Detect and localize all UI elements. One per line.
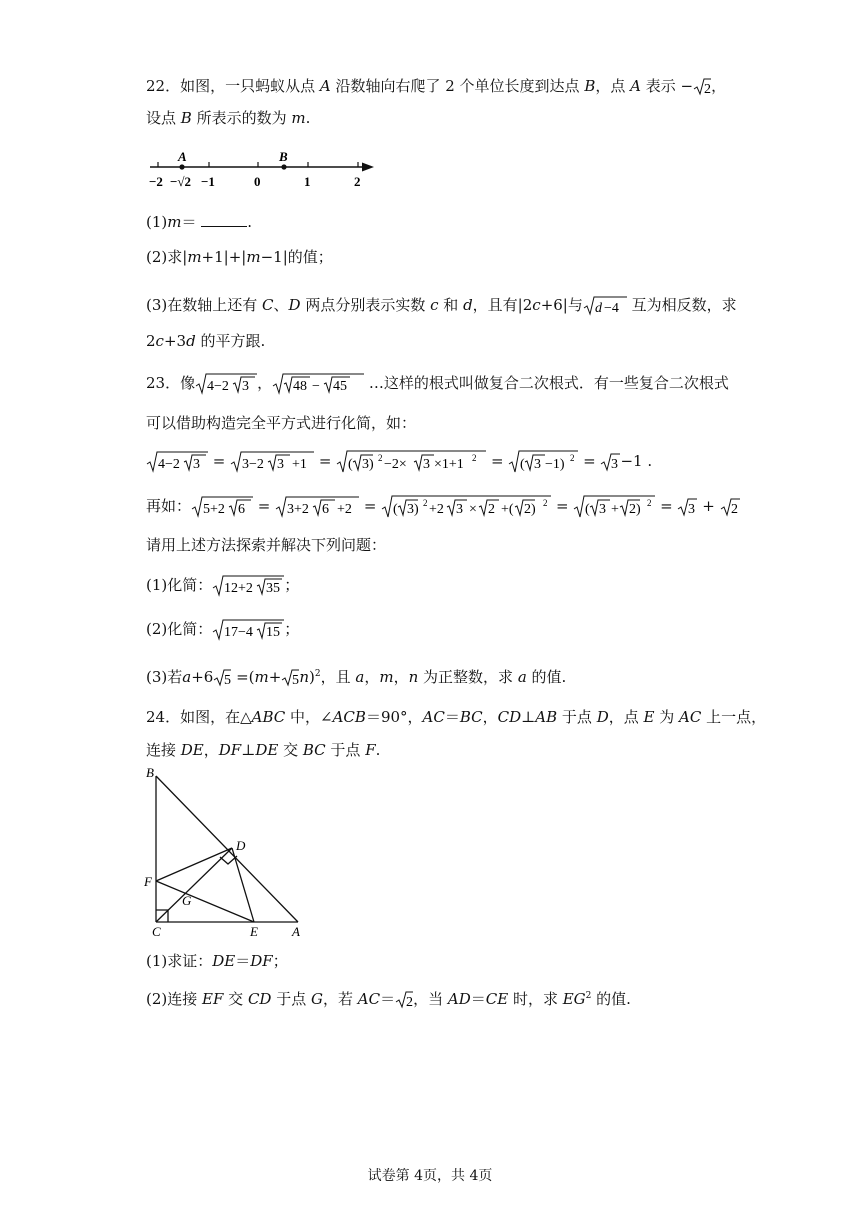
svg-text:3): 3)	[362, 457, 374, 472]
svg-text:2: 2	[406, 995, 414, 1010]
svg-text:5: 5	[224, 673, 232, 688]
q24-part1: (1)求证：DE＝DF；	[146, 952, 288, 970]
q24-part2: (2)连接 EF 交 CD 于点 G，若 AC＝ 2 ，当 AD＝CE 时，求 $EG^2$ 的值.	[146, 990, 631, 1010]
q23-line1: 23．像 4−2 3 ， 48 − 45 …这样的根式叫做复合二次根式．有一些复合二次根式	[146, 374, 729, 394]
svg-text:+2: +2	[429, 502, 445, 517]
svg-text:17−4: 17−4	[224, 625, 254, 640]
vertex-label-f: F	[144, 874, 152, 889]
svg-text:5: 5	[292, 673, 300, 688]
q24-line1: 24．如图，在△ABC 中，∠ACB＝90°，AC＝BC，CD⊥AB 于点 D，点 E 为 AC 上一点，	[146, 708, 767, 726]
q22-part1: (1)m＝ .	[146, 213, 253, 231]
q22-part2: (2)求|m+1|+|m−1|的值；	[146, 248, 333, 266]
svg-text:3: 3	[611, 457, 619, 472]
svg-text:45: 45	[333, 379, 348, 394]
svg-text:3: 3	[599, 502, 607, 517]
svg-text:3: 3	[242, 379, 250, 394]
svg-text:(: (	[520, 457, 525, 472]
tick-label: −2	[149, 174, 163, 189]
vertex-label-b: B	[146, 765, 154, 780]
q23-example2: 再如： 5+2 6 = 3+2 6 +2 = ( 3) 2 +2 3 × 2 +( 2) 2 = ( 3 + 2) 2 = 3 + 2	[146, 497, 738, 517]
vertex-label-e: E	[250, 924, 258, 939]
tick-label: 1	[304, 174, 311, 189]
svg-text:15: 15	[266, 625, 281, 640]
q23-example1: 4−2 3 = 3−2 3 +1 = ( 3) 2 −2× 3 ×1+1 2 = ( 3 −1) 2 = 3 −1 .	[146, 449, 652, 475]
q23-part2: (2)化简： 17−4 15 ；	[146, 620, 300, 640]
svg-text:3): 3)	[407, 502, 419, 517]
svg-text:+2: +2	[337, 502, 353, 517]
svg-text:−1): −1)	[545, 457, 565, 472]
svg-text:3: 3	[423, 457, 431, 472]
svg-text:2: 2	[472, 453, 477, 463]
q22-line1: 22．如图，一只蚂蚁从点 A 沿数轴向右爬了 2 个单位长度到达点 B，点 A 表示 − 2 ，	[146, 77, 727, 97]
svg-text:2: 2	[730, 502, 738, 517]
svg-text:2: 2	[488, 502, 496, 517]
q24-line2: 连接 DE，DF⊥DE 交 BC 于点 F.	[146, 741, 381, 759]
svg-text:3: 3	[688, 502, 696, 517]
svg-text:3: 3	[277, 457, 285, 472]
svg-text:−4: −4	[603, 301, 619, 316]
svg-text:2: 2	[423, 498, 428, 508]
svg-text:(: (	[585, 502, 591, 517]
number-line-figure	[146, 148, 382, 192]
q23-instruction: 请用上述方法探索并解决下列问题：	[146, 536, 387, 554]
svg-text:2: 2	[704, 82, 712, 97]
tick-label: −1	[201, 174, 215, 189]
svg-text:+: +	[611, 502, 620, 517]
svg-text:2): 2)	[524, 502, 536, 517]
svg-text:12+2: 12+2	[224, 581, 254, 596]
svg-text:6: 6	[238, 502, 246, 517]
svg-text:5+2: 5+2	[203, 502, 225, 517]
svg-text:×: ×	[469, 502, 478, 517]
svg-text:6: 6	[322, 502, 330, 517]
triangle-figure	[140, 762, 315, 940]
svg-text:4−2: 4−2	[158, 457, 180, 472]
q22-line2: 设点 B 所表示的数为 m.	[146, 109, 311, 127]
vertex-label-c: C	[152, 924, 161, 939]
svg-text:−2×: −2×	[384, 457, 408, 472]
svg-text:2): 2)	[629, 502, 642, 517]
q22-part3-line1: (3)在数轴上还有 C、D 两点分别表示实数 c 和 d，且有|2c+6|与 d −4 互为相反数，求	[146, 296, 737, 316]
svg-text:4−2: 4−2	[207, 379, 229, 394]
svg-text:2: 2	[647, 498, 652, 508]
point-b-label: B	[279, 149, 288, 164]
svg-text:3: 3	[193, 457, 200, 472]
vertex-label-g: G	[182, 893, 192, 908]
page-footer: 试卷第 4页，共 4页	[367, 1168, 493, 1184]
svg-text:3: 3	[456, 502, 464, 517]
q22-part3-line2: 2c+3d 的平方跟.	[146, 332, 266, 350]
svg-text:3+2: 3+2	[287, 502, 310, 517]
svg-text:2: 2	[378, 453, 383, 463]
q23-line2: 可以借助构造完全平方式进行化简，如：	[146, 414, 417, 432]
svg-text:(: (	[348, 457, 353, 472]
svg-text:(: (	[393, 502, 398, 517]
point-b-dot	[281, 164, 286, 169]
svg-text:×1+1: ×1+1	[434, 457, 465, 472]
vertex-label-a: A	[292, 924, 300, 939]
q23-part1: (1)化简： 12+2 35 ；	[146, 576, 300, 596]
svg-text:3−2: 3−2	[242, 457, 265, 472]
number-line-arrow	[362, 163, 374, 172]
svg-text:2: 2	[543, 498, 548, 508]
tick-label: −√2	[170, 174, 192, 189]
point-a-label: A	[178, 149, 187, 164]
svg-text:2: 2	[570, 453, 575, 463]
svg-text:+(: +(	[501, 502, 514, 517]
answer-blank	[201, 212, 247, 227]
vertex-label-d: D	[236, 838, 246, 853]
svg-text:+1: +1	[292, 457, 308, 472]
q23-part3: (3)若a+6 5 =(m+ 5 n)$^2$，且 a，m，n 为正整数，求 a 的值.	[146, 668, 567, 688]
svg-text:35: 35	[266, 581, 281, 596]
point-a-dot	[179, 164, 184, 169]
svg-text:d: d	[594, 301, 602, 316]
svg-text:48: 48	[293, 379, 308, 394]
tick-label: 2	[354, 174, 361, 189]
tick-label: 0	[254, 174, 261, 189]
svg-text:−: −	[312, 379, 321, 394]
svg-text:3: 3	[534, 457, 542, 472]
